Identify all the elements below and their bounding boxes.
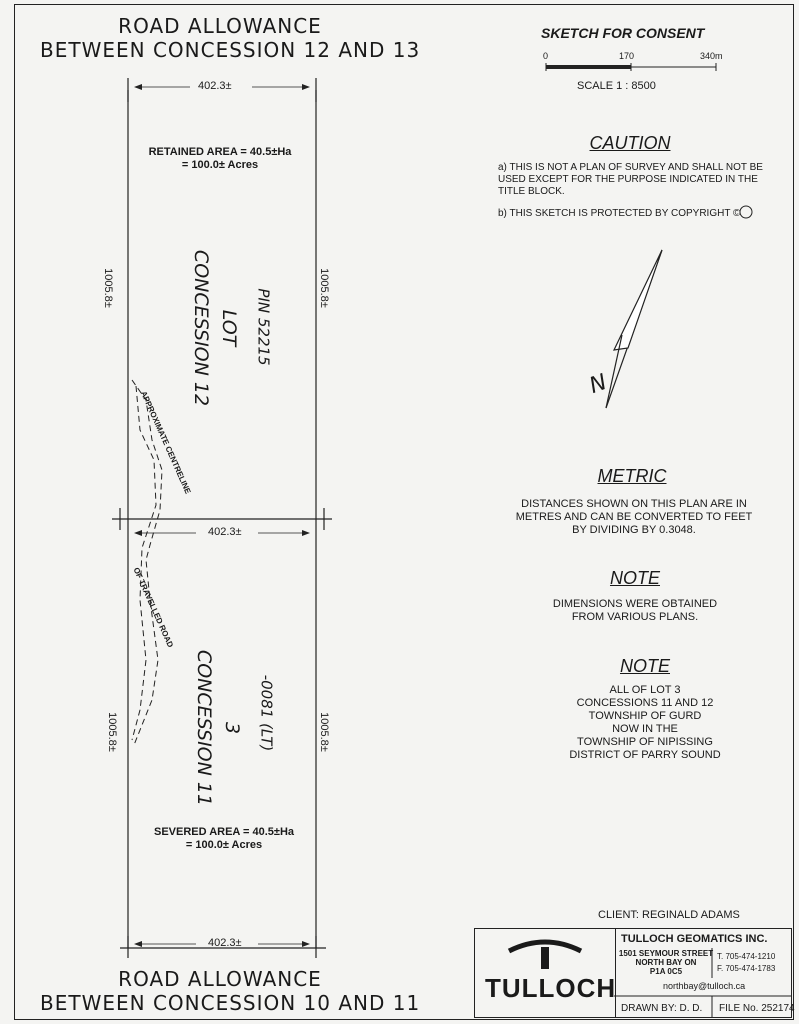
address-line3: P1A 0C5 bbox=[649, 967, 683, 976]
severed-area-line1: SEVERED AREA = 40.5±Ha bbox=[153, 826, 295, 838]
scale-ratio: SCALE 1 : 8500 bbox=[577, 80, 656, 92]
lower-concession: CONCESSION 11 bbox=[193, 649, 215, 807]
caution-item-b: b) THIS SKETCH IS PROTECTED BY COPYRIGHT © bbox=[498, 208, 741, 219]
note1-heading: NOTE bbox=[609, 568, 660, 588]
note2-heading: NOTE bbox=[619, 656, 670, 676]
dimension-upper-right: 1005.8± bbox=[317, 268, 330, 308]
centreline-note: APPROXIMATE CENTRELINE bbox=[138, 389, 193, 496]
dimension-lower-left: 1005.8± bbox=[105, 712, 118, 752]
title-block bbox=[474, 928, 795, 1018]
dimension-bottom-width: 402.3± bbox=[208, 937, 242, 949]
file-number: FILE No. 252174 bbox=[719, 1003, 795, 1014]
note2-text bbox=[540, 684, 750, 762]
upper-concession: CONCESSION 12 bbox=[190, 249, 212, 407]
company-address bbox=[617, 949, 715, 976]
bottom-road-allowance-line2: BETWEEN CONCESSION 10 AND 11 bbox=[40, 991, 421, 1015]
note2-line2: CONCESSIONS 11 AND 12 bbox=[576, 697, 714, 709]
dimension-middle-width: 402.3± bbox=[208, 526, 242, 538]
note2-line4: NOW IN THE bbox=[612, 723, 678, 735]
company-phone: T. 705-474-1210 bbox=[717, 952, 776, 961]
dimension-lower-right: 1005.8± bbox=[317, 712, 330, 752]
address-line1: 1501 SEYMOUR STREET bbox=[618, 949, 714, 958]
company-email: northbay@tulloch.ca bbox=[663, 981, 746, 991]
north-arrow-icon bbox=[606, 250, 662, 408]
upper-pin-label: PIN 52215 bbox=[254, 288, 273, 366]
bottom-road-allowance-line1: ROAD ALLOWANCE bbox=[118, 967, 322, 991]
lower-lot-number: 3 bbox=[221, 721, 243, 735]
lower-lot-label bbox=[190, 618, 246, 838]
lower-pin-label: -0081 (LT) bbox=[257, 674, 276, 752]
retained-area-line1: RETAINED AREA = 40.5±Ha bbox=[148, 146, 292, 158]
note2-line1: ALL OF LOT 3 bbox=[609, 684, 681, 696]
north-label: N bbox=[586, 369, 611, 400]
top-road-allowance-line1: ROAD ALLOWANCE bbox=[118, 14, 322, 38]
caution-item-a: a) THIS IS NOT A PLAN OF SURVEY AND SHALL NOT BE USED EXCEPT FOR THE PURPOSE INDICATED IN THE TITLE BLOCK. bbox=[498, 162, 763, 197]
top-road-allowance-line2: BETWEEN CONCESSION 12 AND 13 bbox=[40, 38, 421, 62]
dimension-upper-left: 1005.8± bbox=[101, 268, 114, 308]
upper-lot-word: LOT bbox=[218, 309, 240, 347]
address-line2: NORTH BAY ON bbox=[635, 958, 697, 967]
tulloch-logo-mark-icon bbox=[475, 929, 615, 973]
note2-line6: DISTRICT OF PARRY SOUND bbox=[569, 749, 721, 761]
scale-label-0: 0 bbox=[543, 51, 549, 61]
client-label: CLIENT: REGINALD ADAMS bbox=[598, 909, 740, 921]
metric-heading: METRIC bbox=[597, 466, 667, 486]
note2-line5: TOWNSHIP OF NIPISSING bbox=[577, 736, 713, 748]
travelled-road-note: OF TRAVELLED ROAD bbox=[131, 566, 175, 649]
scale-label-170: 170 bbox=[619, 51, 635, 61]
drawn-by: DRAWN BY: D. D. bbox=[621, 1003, 703, 1014]
note2-line3: TOWNSHIP OF GURD bbox=[588, 710, 702, 722]
upper-lot-label bbox=[187, 218, 243, 438]
company-fax: F. 705-474-1783 bbox=[717, 964, 776, 973]
severed-area-line2: = 100.0± Acres bbox=[185, 839, 263, 851]
caution-heading: CAUTION bbox=[589, 133, 671, 153]
retained-area-line2: = 100.0± Acres bbox=[181, 159, 259, 171]
dimension-top-width: 402.3± bbox=[198, 80, 232, 92]
sketch-title: SKETCH FOR CONSENT bbox=[541, 25, 705, 41]
tulloch-logo-word: TULLOCH bbox=[485, 973, 617, 1003]
retained-area-label bbox=[130, 146, 310, 172]
note1-text: DIMENSIONS WERE OBTAINED FROM VARIOUS PLANS. bbox=[552, 598, 718, 623]
scale-label-340: 340m bbox=[700, 51, 723, 61]
tulloch-logo bbox=[475, 929, 616, 1017]
metric-text: DISTANCES SHOWN ON THIS PLAN ARE IN METRES AND CAN BE CONVERTED TO FEET BY DIVIDING BY 0.3048. bbox=[515, 498, 753, 536]
company-name: TULLOCH GEOMATICS INC. bbox=[621, 933, 768, 945]
